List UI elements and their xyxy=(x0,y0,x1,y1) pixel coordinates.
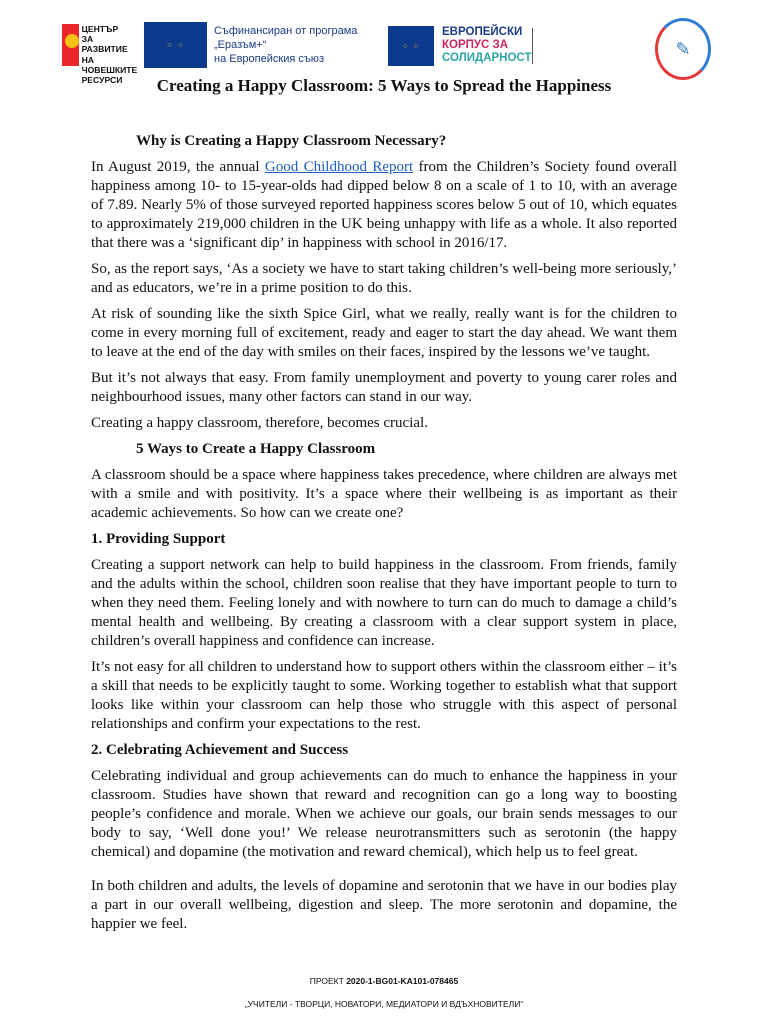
paragraph: Creating a happy classroom, therefore, becomes crucial. xyxy=(91,415,428,431)
paragraph: So, as the report says, ‘As a society we have to start taking children’s well-being more seriously,’ and as educators, we’re in a prime position to do this. xyxy=(91,261,677,296)
paragraph: In both children and adults, the levels of dopamine and serotonin that we have in our bodies play a part in our overall wellbeing, digestion and sleep. The more serotonin and dopamine, the happier we feel. xyxy=(91,878,677,932)
subsection-heading: 2. Celebrating Achievement and Success xyxy=(91,742,349,758)
text: from the Children’s Society found overall happiness among 10- to 15-year-olds had dipped below 8 on a scale of 1 to 10, with an average of 7.89. Nearly 5% of those surveyed reported happiness scores below 5 out of 10, which equates to approximately 219,000 children in the UK being unhappy with life as a whole. It also reported that there was a ‘significant dip’ in happiness with school in 2016/17. xyxy=(91,159,677,251)
section-heading: Why is Creating a Happy Classroom Necessary? xyxy=(136,133,447,149)
esc-logo xyxy=(442,26,531,65)
subsection-heading: 1. Providing Support xyxy=(91,531,226,547)
eu-flag-icon: ⁘ ⁘ xyxy=(388,26,434,66)
esc-line: СОЛИДАРНОСТ xyxy=(442,52,532,64)
page-title: Creating a Happy Classroom: 5 Ways to Spread the Happiness xyxy=(156,76,612,95)
paragraph xyxy=(91,158,677,253)
paragraph: Creating a support network can help to build happiness in the classroom. From friends, family and the adults within the school, children soon realise that they have important people to turn to when they need them. Feeling lonely and with nowhere to turn can do much to damage a child’s mental health and wellbeing. By creating a classroom with a clear support system in place, children’s overall happiness and confidence can increase. xyxy=(91,557,677,649)
hrdc-logo-line: ЗА РАЗВИТИЕ xyxy=(81,34,128,55)
school-logo-icon: ✎ xyxy=(655,18,711,80)
document-body xyxy=(91,132,677,941)
paragraph: At risk of sounding like the sixth Spice Girl, what we really, really want is for the children to come in every morning full of excitement, ready and eager to start the day ahead. We want them to leave at the end of the day with smiles on their faces, inspired by the lessons we’ve taught. xyxy=(91,306,677,360)
esc-line: ЕВРОПЕЙСКИ xyxy=(442,26,523,38)
section-heading: 5 Ways to Create a Happy Classroom xyxy=(136,441,376,457)
hrdc-sun-icon xyxy=(62,24,79,66)
project-code: 2020-1-BG01-KA101-078465 xyxy=(346,976,459,986)
paragraph: It’s not easy for all children to understand how to support others within the classroom either – it’s a skill that needs to be explicitly taught to some. Working together to establish what that support looks like within your classroom can help those who struggle with this aspect of personal relationships and confirm your expectations to the rest. xyxy=(91,659,677,732)
footer-project-name: „УЧИТЕЛИ - ТВОРЦИ, НОВАТОРИ, МЕДИАТОРИ И ВДЪХНОВИТЕЛИ“ xyxy=(244,999,524,1009)
paragraph: A classroom should be a space where happiness takes precedence, where children are always met with a smile and with positivity. It’s a space where their wellbeing is as important as their academic achievements. So how can we create one? xyxy=(91,467,677,521)
eu-flag-icon: ⁘ ⁘ xyxy=(144,22,207,68)
hrdc-logo-line: НА ЧОВЕШКИТЕ xyxy=(81,54,138,75)
divider xyxy=(532,28,533,64)
esc-line: КОРПУС ЗА xyxy=(442,39,509,51)
good-childhood-report-link[interactable]: Good Childhood Report xyxy=(264,159,414,175)
hrdc-logo xyxy=(62,24,140,86)
erasmus-line: Съфинансиран от програма xyxy=(214,25,358,37)
project-label: ПРОЕКТ xyxy=(309,976,347,986)
erasmus-line: на Европейския съюз xyxy=(214,53,325,65)
erasmus-line: „Еразъм+“ xyxy=(214,39,267,51)
erasmus-cofunded-text xyxy=(214,24,357,66)
footer-project xyxy=(310,976,458,986)
hrdc-logo-line: РЕСУРСИ xyxy=(81,75,123,86)
hrdc-logo-line: ЦЕНТЪР xyxy=(81,24,119,34)
paragraph: But it’s not always that easy. From family unemployment and poverty to young carer roles and neighbourhood issues, many other factors can stand in our way. xyxy=(91,370,677,405)
text: In August 2019, the annual xyxy=(91,159,265,175)
paragraph: Celebrating individual and group achievements can do much to enhance the happiness in your classroom. Studies have shown that reward and recognition can go a long way to boosting people’s confidence and morale. When we achieve our goals, our brain sends messages to our body to say, ‘Well done you!’ We release neurotransmitters such as serotonin (the happy chemical) and dopamine (the motivation and reward chemical), which help us to feel great. xyxy=(91,768,677,860)
